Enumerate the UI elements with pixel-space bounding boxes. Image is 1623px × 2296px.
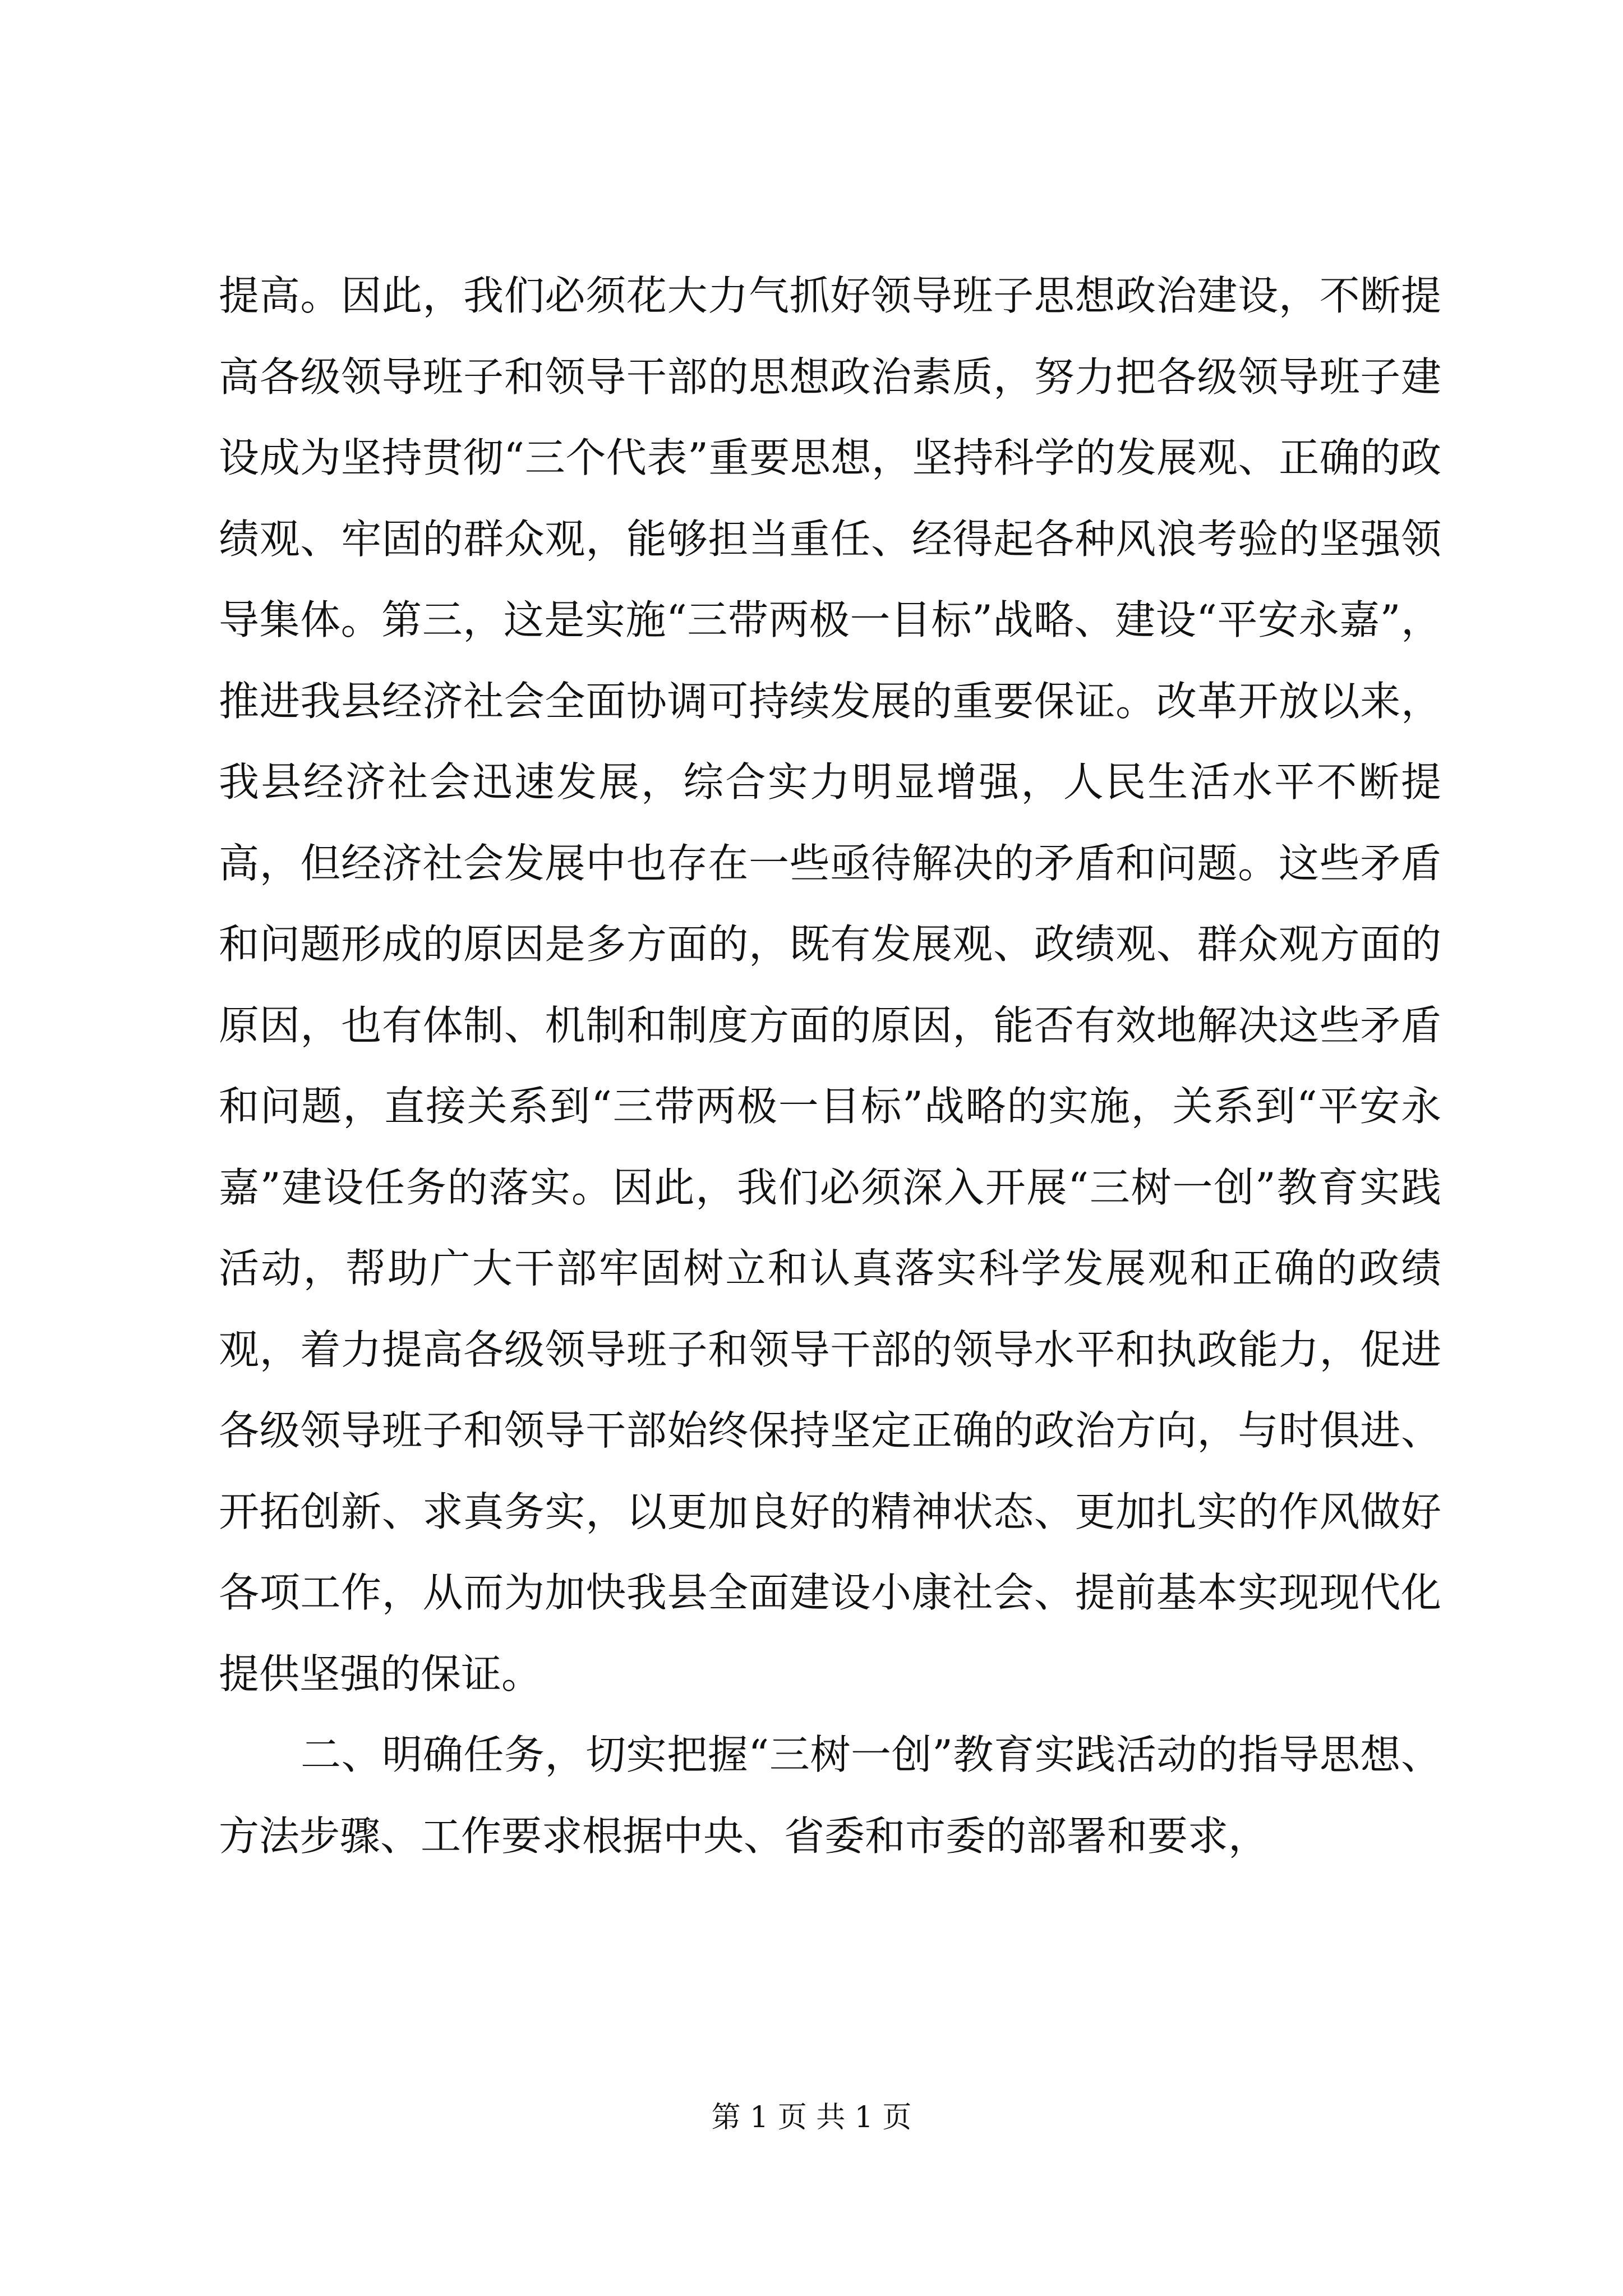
page-footer: 第 1 页 共 1 页: [711, 2101, 912, 2134]
document-body: [219, 255, 1441, 1876]
paragraph-section-two: 二、明确任务，切实把握“三树一创”教育实践活动的指导思想、方法步骤、工作要求根据中央、省委和市委的部署和要求，: [219, 1731, 1441, 1860]
paragraph-continuation: 提高。因此，我们必须花大力气抓好领导班子思想政治建设，不断提高各级领导班子和领导干部的思想政治素质，努力把各级领导班子建设成为坚持贯彻“三个代表”重要思想，坚持科学的发展观、正确的政绩观、牢固的群众观，能够担当重任、经得起各种风浪考验的坚强领导集体。第三，这是实施“三带两极一目标”战略、建设“平安永嘉”，推进我县经济社会全面协调可持续发展的重要保证。改革开放以来，我县经济社会迅速发展，综合实力明显增强，人民生活水平不断提高，但经济社会发展中也存在一些亟待解决的矛盾和问题。这些矛盾和问题形成的原因是多方面的，既有发展观、政绩观、群众观方面的原因，也有体制、机制和制度方面的原因，能否有效地解决这些矛盾和问题，直接关系到“三带两极一目标”战略的实施，关系到“平安永嘉”建设任务的落实。因此，我们必须深入开展“三树一创”教育实践活动，帮助广大干部牢固树立和认真落实科学发展观和正确的政绩观，着力提高各级领导班子和领导干部的领导水平和执政能力，促进各级领导班子和领导干部始终保持坚定正确的政治方向，与时俱进、开拓创新、求真务实，以更加良好的精神状态、更加扎实的作风做好各项工作，从而为加快我县全面建设小康社会、提前基本实现现代化提供坚强的保证。: [219, 272, 1441, 1697]
